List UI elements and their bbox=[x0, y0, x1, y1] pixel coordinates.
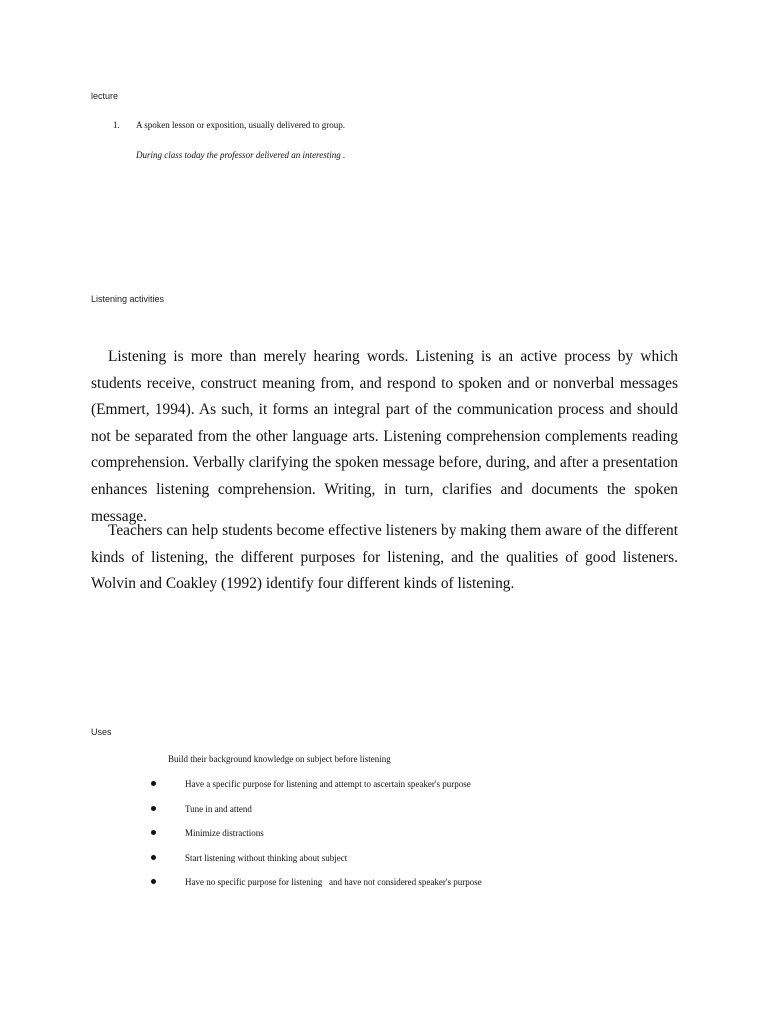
bullet-icon bbox=[151, 830, 156, 835]
term-heading: lecture bbox=[91, 91, 119, 101]
list-item-text: Minimize distractions bbox=[185, 828, 264, 839]
bullet-icon bbox=[151, 781, 156, 786]
list-item-text: Have no specific purpose for listening and have not considered speaker's purpose bbox=[185, 877, 482, 888]
body-paragraph-2: Teachers can help students become effective listeners by making them aware of the different kinds of listening, the different purposes for listening, and the qualities of good listeners. Wolvin and Coakley (1992) identify four different kinds of listening. bbox=[91, 522, 678, 593]
list-item-text: Start listening without thinking about subject bbox=[185, 852, 348, 863]
bullet-icon bbox=[151, 855, 156, 860]
section-heading-uses: Uses bbox=[91, 727, 112, 737]
bullet-icon bbox=[151, 806, 156, 811]
uses-intro-text: Build their background knowledge on subject before listening bbox=[168, 754, 391, 764]
section-heading-listening: Listening activities bbox=[91, 294, 165, 304]
definition-number: 1. bbox=[113, 120, 120, 130]
list-item-text: Tune in and attend bbox=[185, 803, 252, 814]
list-item-text: Have a specific purpose for listening and attempt to ascertain speaker's purpose bbox=[185, 779, 471, 789]
definition-example: During class today the professor delivered an interesting . bbox=[136, 150, 346, 160]
body-paragraph-1: Listening is more than merely hearing words. Listening is an active process by which students receive, construct meaning from, and respond to spoken and or nonverbal messages (Emmert, 1994). As such, it forms an integral part of the communication process and should not be separated from the other language arts. Listening comprehension complements reading comprehension. Verbally clarifying the spoken message before, during, and after a presentation enhances listening comprehension. Writing, in turn, clarifies and documents the spoken message. bbox=[91, 348, 678, 525]
bullet-icon bbox=[151, 879, 156, 884]
definition-text: A spoken lesson or exposition, usually delivered to group. bbox=[136, 120, 345, 130]
